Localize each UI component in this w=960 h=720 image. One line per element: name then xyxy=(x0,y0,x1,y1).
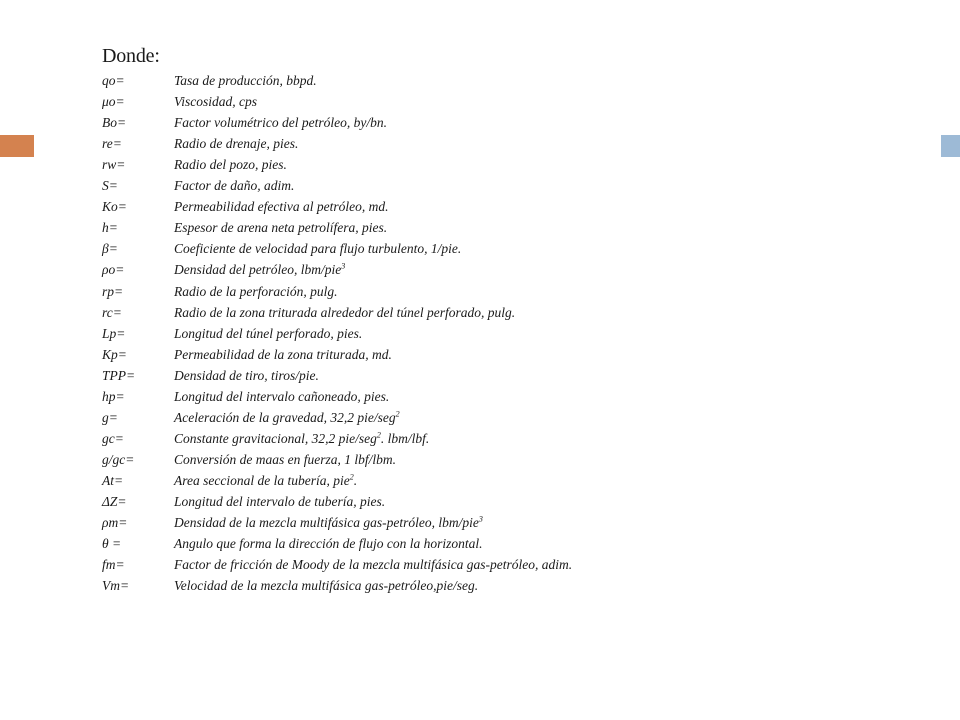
definition-row xyxy=(102,365,662,387)
definition-row xyxy=(102,533,662,555)
definition-description xyxy=(174,196,388,218)
definition-symbol: μo= xyxy=(102,94,125,110)
definition-text: Longitud del intervalo de tubería, pies. xyxy=(174,494,386,509)
definition-text: Aceleración de la gravedad, 32,2 pie/seg xyxy=(174,409,396,425)
definition-symbol: h= xyxy=(102,220,118,236)
definition-row xyxy=(102,407,662,429)
definition-symbol: At= xyxy=(102,472,124,488)
definition-description xyxy=(174,407,400,429)
definition-row xyxy=(102,175,662,197)
definition-symbol: β= xyxy=(102,241,118,257)
definition-row xyxy=(102,238,662,260)
definition-description xyxy=(174,217,387,239)
definition-symbol: ΔZ= xyxy=(102,494,127,509)
accent-bar-left xyxy=(0,135,34,157)
definition-symbol: re= xyxy=(102,136,122,152)
definition-symbol: g/gc= xyxy=(102,451,135,467)
definition-text: Densidad del petróleo, lbm/pie xyxy=(174,262,342,278)
definition-description xyxy=(174,365,319,387)
definition-symbol: Lp= xyxy=(102,325,126,341)
definition-row xyxy=(102,575,662,597)
definition-text: Constante gravitacional, 32,2 pie/seg xyxy=(174,430,377,446)
definition-symbol: ρo= xyxy=(102,262,125,278)
definition-text: Radio de la perforación, pulg. xyxy=(174,283,338,299)
definition-row xyxy=(102,217,662,239)
definition-superscript: 3 xyxy=(478,514,483,524)
definition-text: Velocidad de la mezcla multifásica gas-petróleo,pie/seg. xyxy=(174,578,479,594)
definition-row xyxy=(102,133,662,155)
definitions-document xyxy=(102,44,662,594)
definition-row xyxy=(102,428,662,450)
definition-row xyxy=(102,554,662,576)
definition-description xyxy=(174,428,429,450)
definition-row xyxy=(102,449,662,471)
definition-row xyxy=(102,259,662,281)
definition-symbol: qo= xyxy=(102,73,125,88)
definition-text-suffix: . xyxy=(353,472,358,488)
definition-description xyxy=(174,386,389,408)
definition-row xyxy=(102,112,662,134)
definition-text: Densidad de la mezcla multifásica gas-petróleo, lbm/pie xyxy=(174,515,479,531)
definition-row xyxy=(102,154,662,176)
definition-text: Factor volumétrico del petróleo, by/bn. xyxy=(174,115,387,131)
definition-text: Espesor de arena neta petrolífera, pies. xyxy=(174,220,388,236)
definition-description xyxy=(174,70,317,92)
definition-row xyxy=(102,70,662,92)
definition-superscript: 2 xyxy=(349,472,354,482)
definition-text: Densidad de tiro, tiros/pie. xyxy=(174,367,319,383)
definition-description xyxy=(174,133,298,155)
definition-row xyxy=(102,302,662,324)
definition-row xyxy=(102,196,662,218)
definition-text-suffix: . lbm/lbf. xyxy=(380,430,430,446)
definition-row xyxy=(102,323,662,345)
definition-symbol: θ = xyxy=(102,536,122,552)
definition-superscript: 2 xyxy=(376,430,381,440)
definition-description xyxy=(174,533,482,555)
definition-symbol: TPP= xyxy=(102,367,136,383)
definition-symbol: g= xyxy=(102,409,118,425)
definition-row xyxy=(102,281,662,303)
definition-description xyxy=(174,154,287,176)
definition-symbol: Bo= xyxy=(102,115,127,131)
definition-text: Radio de drenaje, pies. xyxy=(174,136,299,152)
definition-text: Radio de la zona triturada alrededor del túnel perforado, pulg. xyxy=(174,304,516,320)
definition-description xyxy=(174,112,387,134)
definition-symbol: Ko= xyxy=(102,199,127,215)
definition-text: Viscosidad, cps xyxy=(174,94,257,110)
definition-text: Area seccional de la tubería, pie xyxy=(174,472,350,488)
definition-text: Coeficiente de velocidad para flujo turbulento, 1/pie. xyxy=(174,241,462,257)
definition-text: Tasa de producción, bbpd. xyxy=(174,73,317,88)
accent-bar-right xyxy=(941,135,960,157)
definition-symbol: S= xyxy=(102,178,118,194)
definition-symbol: gc= xyxy=(102,430,124,446)
definition-description xyxy=(174,491,385,513)
definition-symbol: ρm= xyxy=(102,515,128,531)
definition-superscript: 3 xyxy=(341,261,346,271)
definition-description xyxy=(174,554,572,576)
definition-text: Conversión de maas en fuerza, 1 lbf/lbm. xyxy=(174,451,396,467)
definition-text: Permeabilidad de la zona triturada, md. xyxy=(174,346,392,362)
definition-text: Factor de daño, adim. xyxy=(174,178,295,194)
definition-description xyxy=(174,344,392,366)
definition-symbol: rc= xyxy=(102,304,122,320)
definition-description xyxy=(174,323,362,345)
definition-symbol: Kp= xyxy=(102,346,127,362)
definition-row xyxy=(102,470,662,492)
definition-description xyxy=(174,238,461,260)
definition-description xyxy=(174,449,396,471)
definition-symbol: rw= xyxy=(102,157,126,173)
definition-description xyxy=(174,470,357,492)
definition-description xyxy=(174,259,345,281)
definition-symbol: hp= xyxy=(102,388,125,404)
definition-text: Radio del pozo, pies. xyxy=(174,157,287,173)
definition-symbol: rp= xyxy=(102,283,124,299)
definition-symbol: Vm= xyxy=(102,578,130,594)
definition-description xyxy=(174,175,294,197)
definition-text: Longitud del intervalo cañoneado, pies. xyxy=(174,388,390,404)
definition-symbol: fm= xyxy=(102,557,125,573)
definition-row xyxy=(102,491,662,513)
definition-text: Permeabilidad efectiva al petróleo, md. xyxy=(174,199,389,215)
definition-row xyxy=(102,512,662,534)
definition-text: Factor de fricción de Moody de la mezcla multifásica gas-petróleo, adim. xyxy=(174,557,573,573)
definition-description xyxy=(174,91,257,113)
definition-description xyxy=(174,302,515,324)
definition-text: Angulo que forma la dirección de flujo con la horizontal. xyxy=(174,536,483,552)
document-heading: Donde: xyxy=(102,45,160,67)
definition-row xyxy=(102,344,662,366)
definition-row xyxy=(102,91,662,113)
definition-description xyxy=(174,575,478,597)
definition-text: Longitud del túnel perforado, pies. xyxy=(174,325,363,341)
definition-description xyxy=(174,281,337,303)
definition-row xyxy=(102,386,662,408)
definition-description xyxy=(174,512,483,534)
definition-superscript: 2 xyxy=(395,409,400,419)
